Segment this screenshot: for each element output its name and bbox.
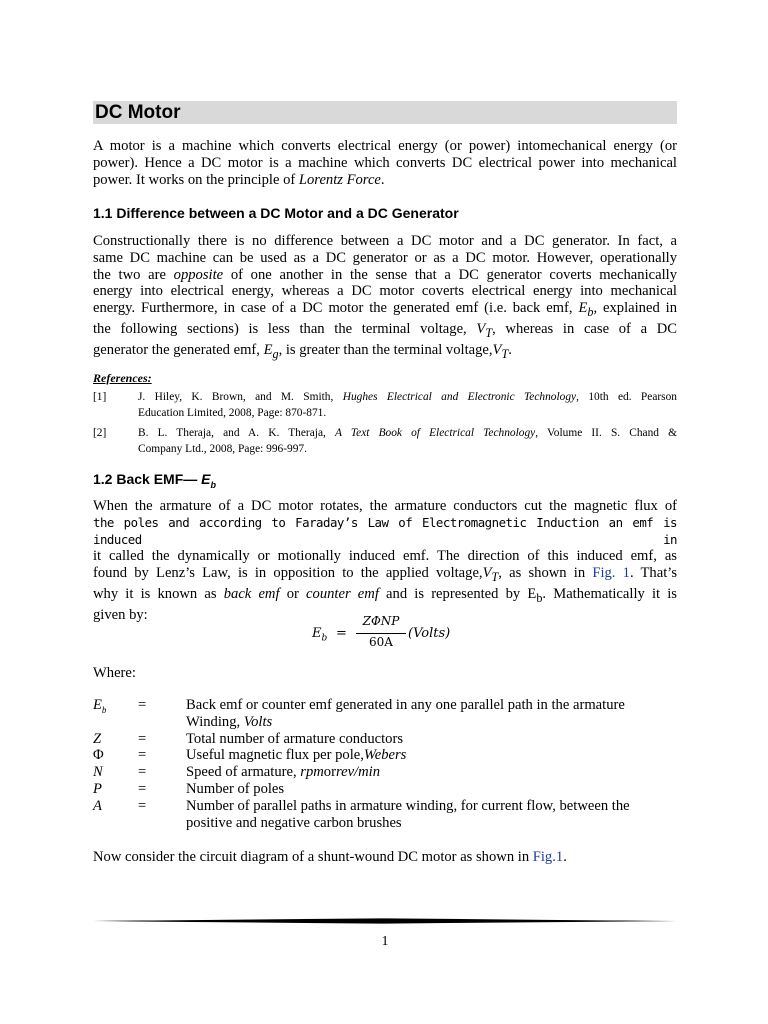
intro-line: A motor is a machine which converts electrical energy (or power) intomechanical energy (or (93, 138, 677, 154)
variable-symbol: N (93, 764, 103, 781)
section-heading-back-emf: 1.2 Back EMF— $E_b$ (93, 471, 216, 490)
variable-row (93, 781, 677, 798)
text-line: why it is known as back emf or counter emf and is represented by $E_b$. Mathematically it is (93, 585, 677, 605)
variable-symbol: P (93, 780, 102, 797)
reference-text: B. L. Theraja, and A. K. Theraja, A Text Book of Electrical Technology, Volume II. S. Chand & Company Ltd., 2008, Page: 996-997. (138, 427, 677, 455)
formula-equals: = (336, 626, 347, 641)
text-line: same DC machine can be used as a DC generator or as a DC motor. However, operationally (93, 249, 677, 266)
variable-symbol: Z (93, 730, 102, 747)
intro-line: power). Hence a DC motor is a machine which converts DC electrical power into mechanical (93, 154, 677, 171)
variable-row (93, 731, 677, 748)
variable-row (93, 798, 677, 832)
variable-equals: = (138, 780, 147, 797)
fig-1-link[interactable]: Fig. 1 (592, 565, 630, 582)
variable-description: Number of parallel paths in armature winding, for current flow, between the positive and negative carbon brushes (186, 797, 630, 831)
text-line: the following sections) is less than the terminal voltage, $V_T$, whereas in case of a DC (93, 320, 678, 340)
reference-number: [1] (93, 391, 107, 403)
text-line: Constructionally there is no difference between a DC motor and a DC generator. In fact, a (93, 233, 677, 249)
closing-paragraph: Now consider the circuit diagram of a shunt-wound DC motor as shown in Fig.1. (93, 849, 567, 865)
variable-equals: = (138, 747, 147, 764)
variable-row (93, 697, 677, 731)
variable-description: Back emf or counter emf generated in any one parallel path in the armature Winding, Volts (186, 697, 625, 730)
variable-symbol: $E_b$ (93, 697, 107, 715)
variable-symbol: Φ (93, 747, 104, 764)
reference-text: J. Hiley, K. Brown, and M. Smith, Hughes Electrical and Electronic Technology, 10th ed. Pearson Education Limited, 2008, Page: 870-871. (138, 391, 677, 419)
reference-item (93, 390, 677, 422)
variable-row (93, 764, 677, 781)
variable-equals: = (138, 697, 147, 713)
text-line: When the armature of a DC motor rotates, the armature conductors cut the magnetic flux of (93, 498, 677, 514)
intro-paragraph (93, 138, 677, 188)
variable-equals: = (138, 764, 147, 781)
text-line: the poles and according to Faraday’s Law of Electromagnetic Induction an emf is induced in (93, 514, 677, 547)
back-emf-formula (312, 614, 472, 654)
text-line: the two are opposite of one another in the sense that a DC generator coverts mechanically (93, 266, 678, 283)
title-bar (93, 101, 677, 124)
formula-numerator: ZΦNP (362, 614, 400, 628)
variable-row (93, 747, 677, 764)
text-line: energy. Furthermore, in case of a DC motor the generated emf (i.e. back emf, $E_b$, explained in (93, 300, 677, 320)
variable-description: Total number of armature conductors (186, 730, 403, 747)
variable-equals: = (138, 730, 147, 747)
intro-line: power. It works on the principle of Lorentz Force. (93, 171, 385, 188)
variable-equals: = (138, 797, 147, 814)
text-line: found by Lenz’s Law, is in opposition to the applied $voltage,V_T$, as shown in Fig. 1. That’s (93, 565, 677, 585)
formula-denominator: 60A (369, 635, 393, 649)
section-heading-difference: 1.1 Difference between a DC Motor and a DC Generator (93, 205, 459, 221)
formula-lhs: $E_b$ (312, 626, 328, 644)
variable-description: Speed of armature, rpmorrev/min (186, 764, 381, 781)
difference-paragraph (93, 233, 677, 362)
footer-rule (93, 917, 677, 925)
fraction-bar (356, 633, 406, 634)
reference-number: [2] (93, 427, 107, 439)
back-emf-paragraph (93, 498, 677, 623)
page-number: 1 (381, 934, 389, 949)
where-label: Where: (93, 665, 136, 681)
variable-description: Useful magnetic flux per pole,Webers (186, 747, 407, 764)
text-line: generator the generated emf, $E_g$, is greater than the terminal $voltage,V_T$. (93, 341, 512, 361)
fig-1-link[interactable]: Fig.1 (532, 849, 564, 865)
text-line: given by: (93, 606, 148, 623)
variable-symbol: A (93, 797, 102, 814)
text-line: energy into electrical energy, whereas a DC motor coverts electrical energy into mechanical (93, 283, 677, 300)
references-title: References: (93, 371, 152, 385)
text-line: it called the dynamically or motionally induced emf. The direction of this induced emf, as (93, 548, 677, 565)
variable-description: Number of poles (186, 780, 285, 797)
variable-list (93, 697, 677, 831)
page-title: DC Motor (95, 102, 181, 123)
reference-item (93, 426, 677, 458)
formula-unit: (Volts) (408, 626, 451, 641)
document-page (93, 0, 677, 1024)
